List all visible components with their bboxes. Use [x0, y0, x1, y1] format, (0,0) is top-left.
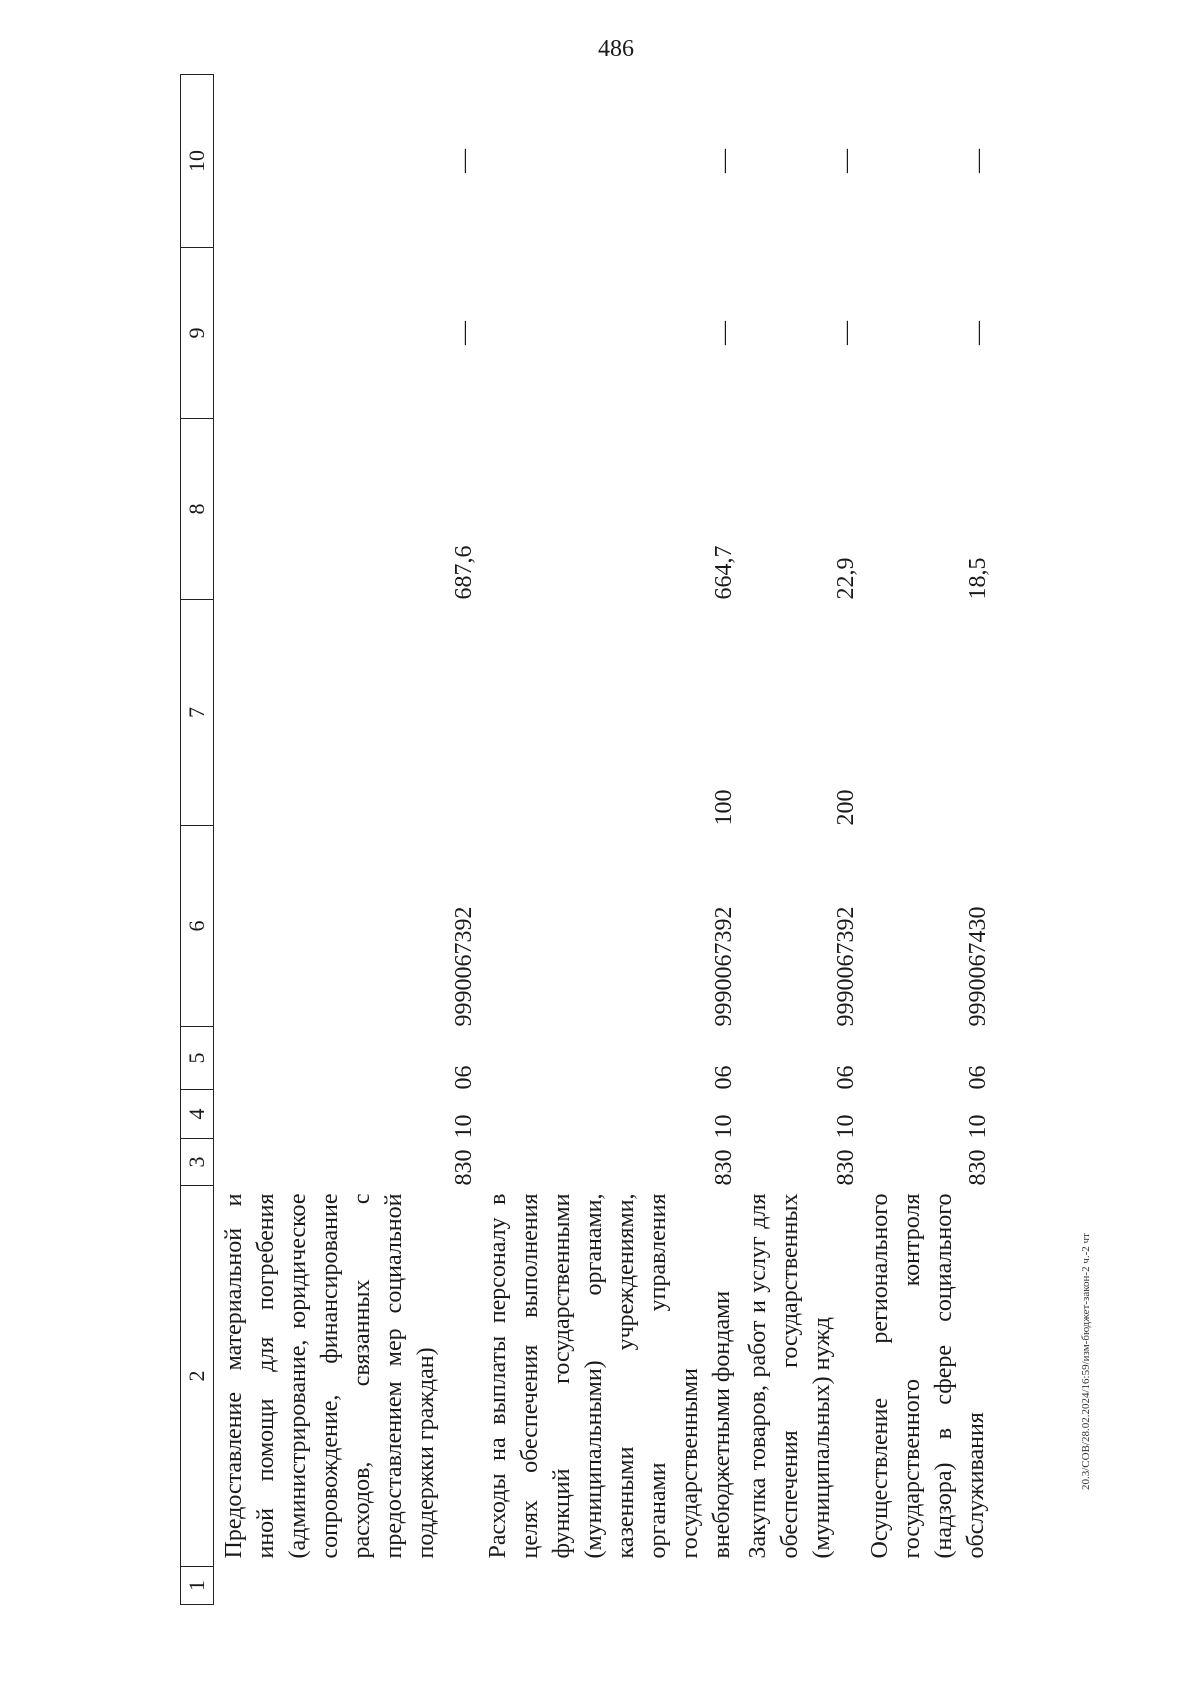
cell-col1 [214, 1567, 479, 1605]
code-section: 10 [711, 1114, 737, 1139]
cell-col8 [738, 419, 860, 600]
table-row [738, 75, 860, 1605]
cell-col10 [214, 75, 479, 248]
amount: 664,7 [711, 545, 737, 600]
table-row [860, 75, 992, 1605]
cell-col3 [738, 1139, 860, 1186]
cell-col10 [478, 75, 738, 248]
col-header-5: 5 [181, 1027, 214, 1090]
cell-col7 [214, 600, 479, 826]
cell-col5 [478, 1027, 738, 1090]
cell-col5 [860, 1027, 992, 1090]
cell-col8 [214, 419, 479, 600]
row-description: Расходы на выплаты персоналу в целях обеспечения выполнения функций государственными (муниципальными) органами, казенными учреждениями, органами управления государственными внебюджетными фондами [485, 1193, 735, 1559]
page-number: 486 [598, 36, 634, 62]
cell-col5 [738, 1027, 860, 1090]
col-header-1: 1 [181, 1567, 214, 1605]
target-code: 9990067392 [833, 906, 859, 1027]
cell-col9 [738, 248, 860, 419]
cell-col8 [860, 419, 992, 600]
rotated-table-area [180, 85, 1080, 1605]
cell-col6 [860, 826, 992, 1027]
target-code: 9990067392 [711, 906, 737, 1027]
dash-value: — [711, 149, 737, 173]
table-row [214, 75, 479, 1605]
cell-col4 [738, 1090, 860, 1139]
cell-col3 [214, 1139, 479, 1186]
dash-value: — [711, 321, 737, 345]
code-subsection: 06 [965, 1065, 991, 1090]
amount: 687,6 [451, 545, 477, 600]
dash-value: — [451, 149, 477, 173]
cell-col4 [214, 1090, 479, 1139]
code-subsection: 06 [451, 1065, 477, 1090]
cell-col8 [478, 419, 738, 600]
col-header-10: 10 [181, 75, 214, 248]
target-code: 9990067430 [965, 906, 991, 1027]
code-section: 10 [451, 1114, 477, 1139]
col-header-6: 6 [181, 826, 214, 1027]
col-header-3: 3 [181, 1139, 214, 1186]
col-header-7: 7 [181, 600, 214, 826]
cell-col1 [478, 1567, 738, 1605]
cell-col10 [738, 75, 860, 248]
code-subsection: 06 [833, 1065, 859, 1090]
code-830: 830 [833, 1149, 859, 1186]
amount: 18,5 [965, 557, 991, 600]
cell-col6 [738, 826, 860, 1027]
cell-col6 [478, 826, 738, 1027]
dash-value: — [833, 321, 859, 345]
table-row [478, 75, 738, 1605]
dash-value: — [451, 321, 477, 345]
col-header-2: 2 [181, 1186, 214, 1567]
budget-table [180, 74, 992, 1605]
cell-col3 [860, 1139, 992, 1186]
cell-col3 [478, 1139, 738, 1186]
code-subsection: 06 [711, 1065, 737, 1090]
cell-col5 [214, 1027, 479, 1090]
cell-col4 [860, 1090, 992, 1139]
code-section: 10 [965, 1114, 991, 1139]
col-header-8: 8 [181, 419, 214, 600]
row-description: Предоставление материальной и иной помощи для погребения (администрирование, юридическое сопровождение, финансирование расходов, связанных с предоставлением мер социальной поддержки граждан) [221, 1193, 439, 1559]
dash-value: — [965, 149, 991, 173]
col-header-9: 9 [181, 248, 214, 419]
dash-value: — [965, 321, 991, 345]
cell-col7 [860, 600, 992, 826]
cell-col1 [860, 1567, 992, 1605]
expense-type: 200 [833, 789, 859, 826]
header-row [181, 75, 214, 1605]
row-description: Закупка товаров, работ и услуг для обеспечения государственных (муниципальных) нужд [745, 1193, 835, 1559]
code-830: 830 [965, 1149, 991, 1186]
cell-col10 [860, 75, 992, 248]
cell-col9 [860, 248, 992, 419]
cell-col6 [214, 826, 479, 1027]
cell-col7 [478, 600, 738, 826]
code-section: 10 [833, 1114, 859, 1139]
cell-col4 [478, 1090, 738, 1139]
code-830: 830 [451, 1149, 477, 1186]
target-code: 9990067392 [451, 906, 477, 1027]
amount: 22,9 [833, 557, 859, 600]
document-footer-code: 20.3/СОВ/28.02.2024/16:59/изм-бюджет-закон-2 ч.-2 чт [1080, 1233, 1092, 1490]
cell-col7 [738, 600, 860, 826]
expense-type: 100 [711, 789, 737, 826]
col-header-4: 4 [181, 1090, 214, 1139]
cell-col1 [738, 1567, 860, 1605]
dash-value: — [833, 149, 859, 173]
code-830: 830 [711, 1149, 737, 1186]
cell-col9 [214, 248, 479, 419]
row-description: Осуществление регионального государственного контроля (надзора) в сфере социального обслуживания [867, 1193, 989, 1559]
cell-col9 [478, 248, 738, 419]
